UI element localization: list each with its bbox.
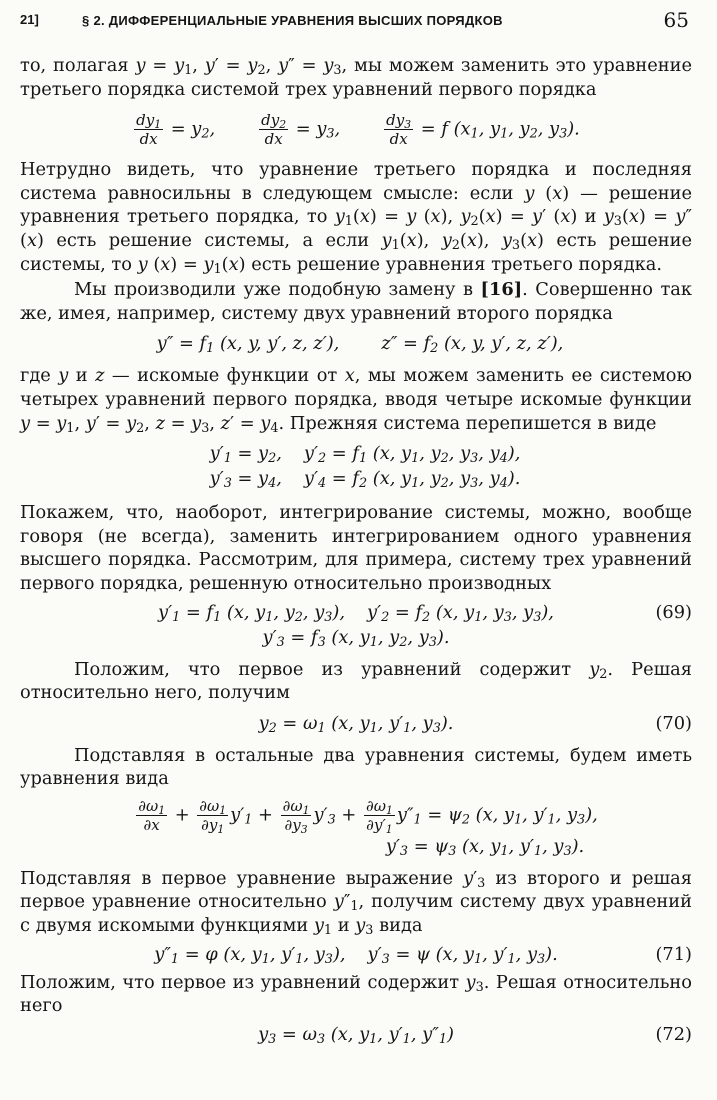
paragraph-4: где y и z — искомые функции от x, мы можем заменить ее системою четырех уравнений первого порядка, вводя четыре искомые функции $y = y_1$, $y' = y_2$, $z = y_3$, $z' = y_4$. Прежняя система перепишется в виде xyxy=(20,365,692,436)
paragraph-9: Положим, что первое из уравнений содержит $y_3$. Решая относительно него xyxy=(20,971,692,1017)
equation-number-69: (69) xyxy=(655,601,692,623)
paragraph-7: Подставляя в остальные два уравнения системы, будем иметь уравнения вида xyxy=(20,744,692,790)
section-number: 21] xyxy=(20,12,39,27)
paragraph-2: Нетрудно видеть, что уравнение третьего порядка и последняя система равносильны в следующем смысле: если y (x) — решение уравнения третьего порядка, то $y_1(x) = y$ (x), $y_2(x) = y'$ (x) и $y_3(x) = y''$ (x) есть решение системы, а если $y_1(x)$, $y_2(x)$, $y_3(x)$ есть решение системы, то y $(x) = y_1(x)$ есть решение уравнения третьего порядка. xyxy=(20,159,693,277)
paragraph-5: Покажем, что, наоборот, интегрирование системы, можно, вообще говоря (не всегда), заменить интегрированием одного уравнения высшего порядка. Рассмотрим, для примера, систему трех уравнений первого порядка, решенную относительно производных xyxy=(20,502,692,594)
paragraph-6: Положим, что первое из уравнений содержит $y_2$. Решая относительно него, получим xyxy=(20,658,692,704)
equation-71: $y''_1 = \varphi$ (x, $y_1$, $y'_1$, $y_3$), $y'_3 = \psi$ (x, $y_1$, $y'_1$, $y_3$). (71) xyxy=(154,943,692,967)
equation-second-order-system: $y'' = f_1$ (x, y, y′, z, z′), $z'' = f_2$ (x, y, y′, z, z′), xyxy=(156,333,564,357)
equation-72: $y_3 = \omega_3$ (x, $y_1$, $y'_1$, $y''_1$) (72) xyxy=(258,1023,692,1047)
citation-16: [16] xyxy=(480,279,523,301)
equation-number-71: (71) xyxy=(655,943,692,965)
running-title: § 2. ДИФФЕРЕНЦИАЛЬНЫЕ УРАВНЕНИЯ ВЫСШИХ ПОРЯДКОВ xyxy=(82,13,503,28)
equation-70: $y_2 = \omega_1$ (x, $y_1$, $y'_1$, $y_3$). (70) xyxy=(258,712,692,736)
equation-system-first-order: $\frac{dy_1}{dx}$ = $y_2$, $\frac{dy_2}{dx}$ = $y_3$, $\frac{dy_3}{dx}$ = f ($x_1$, $y_1$, $y_2$, $y_3$). xyxy=(136,111,580,149)
equation-four-first-order: $y'_1 = y_2$, $y'_2 = f_1$ (x, $y_1$, $y_2$, $y_3$, $y_4$), $y'_3 = y_4$, $y'_4 = f_2$ (x, $y_1$, $y_2$, $y_3$, $y_4$). xyxy=(209,443,521,492)
equation-substituted: $\frac{\partial\omega_1}{\partial x}$ + $\frac{\partial\omega_1}{\partial y_1}$ $y'_1$ + $\frac{\partial\omega_1}{\partial y_3}$ $y'_3$ + $\frac{\partial\omega_1}{\partial y'_1}$ $y''_1 = \psi_2$ (x, $y_1$, $y'_1$, $y_3$), $y'_3 = \psi_3$ (x, $y_1$, $y'_1$, $y_3$). xyxy=(138,796,598,859)
running-header xyxy=(20,8,691,34)
equation-number-72: (72) xyxy=(655,1023,692,1045)
paragraph-8: Подставляя в первое уравнение выражение $y'_3$ из второго и решая первое уравнение относительно $y''_1$, получим систему двух уравнений с двумя искомыми функциями $y_1$ и $y_3$ вида xyxy=(20,867,692,939)
equation-number-70: (70) xyxy=(655,712,692,734)
page-number: 65 xyxy=(663,8,689,32)
paragraph-3: Мы производили уже подобную замену в [16]. Совершенно так же, имея, например, систему двух уравнений второго порядка xyxy=(20,279,692,324)
paragraph-1: то, полагая $y = y_1$, $y' = y_2$, $y'' = y_3$, мы можем заменить это уравнение третьего порядка системой трех уравнений первого порядка xyxy=(20,55,692,100)
equation-69: $y'_1 = f_1$ (x, $y_1$, $y_2$, $y_3$), $y'_2 = f_2$ (x, $y_1$, $y_3$, $y_3$), $y'_3 = f_3$ (x, $y_1$, $y_2$, $y_3$). (69) xyxy=(158,601,692,650)
page-body xyxy=(20,54,692,1047)
